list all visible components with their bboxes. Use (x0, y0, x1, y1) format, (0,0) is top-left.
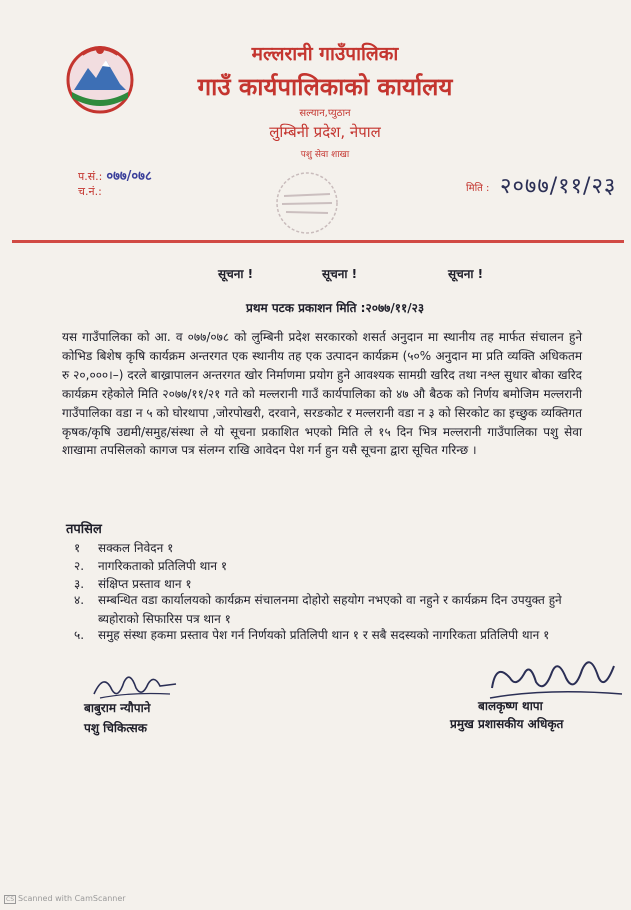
list-item-number: ५. (74, 628, 85, 642)
notice-heading: सूचना ! (322, 267, 358, 281)
letter-number (78, 166, 152, 184)
list-item-number: ३. (74, 577, 85, 591)
municipality-name: मल्लरानी गाउँपालिका (251, 43, 399, 65)
camscanner-icon: CS (6, 896, 14, 903)
list-item (74, 539, 584, 558)
list-item-text: संक्षिप्त प्रस्ताव थान १ (98, 577, 192, 591)
list-item (74, 626, 584, 645)
list-item-number: १ (74, 541, 81, 555)
signatory-left-name: बाबुराम न्यौपाने (84, 701, 151, 715)
office-title: गाउँ कार्यपालिकाको कार्यालय (197, 73, 453, 101)
list-item (74, 591, 584, 629)
faded-stamp-icon (262, 168, 352, 238)
signatory-right-title: प्रमुख प्रशासकीय अधिकृत (450, 717, 564, 731)
signatory-left-title: पशु चिकित्सक (84, 721, 147, 735)
district-line: सल्यान,प्युठान (299, 108, 351, 119)
header-divider (12, 240, 624, 243)
scanner-note: Scanned with CamScanner (18, 894, 126, 903)
signature-left-icon (90, 664, 180, 704)
list-item-text: समुह संस्था हकमा प्रस्ताव पेश गर्न निर्णयको प्रतिलिपी थान १ र सबै सदस्यको नागरिकता प्रतिलिपी थान १ (98, 628, 550, 642)
notice-body: यस गाउँपालिका को आ. व ०७७/०७८ को लुम्बिनी प्रदेश सरकारको शसर्त अनुदान मा स्थानीय तह मार्फत संचालन हुने कोभिड बिशेष कृषि कार्यक्रम अन्तरगत एक स्थानीय तह एक उत्पादन कार्यक्रम (५०% अनुदान मा प्रति व्यक्ति अधिकतम रु २०,०००।–) दरले बाख्रापालन अन्तरगत खोर निर्माणमा प्रयोग हुने आवश्यक सामग्री खरिद तथा नश्ल सुधार बोका खरिद कार्यक्रम रहेकोले मिति २०७७/११/२१ गते को मल्लरानी गाउँ कार्यपालिका को ४७ औ बैठक को निर्णय बमोजिम मल्लरानी गाउँपालिका वडा न ५ को घोरथापा ,जोरपोखरी, दरवाने, सरङकोट र मल्लरानी वडा न ३ को सिरकोट का इच्छुक व्यक्तिगत कृषक/कृषि उद्यमी/समुह/संस्था ले यो सूचना प्रकाशित भएको मिति ले १५ दिन भित्र मल्लरानी गाउँपालिका पशु सेवा शाखामा तपसिलको कागज पत्र संलग्न राखि आवेदन पेश गर्न हुन यसै सूचना द्वारा सूचित गरिन्छ । (62, 330, 582, 458)
first-publication-date: प्रथम पटक प्रकाशन मिति :२०७७/११/२३ (246, 301, 425, 315)
list-item-text: नागरिकताको प्रतिलिपी थान १ (98, 559, 228, 573)
dispatch-number-label: च.नं.: (78, 185, 102, 198)
signatory-right-name: बालकृष्ण थापा (478, 699, 543, 713)
list-item-text: सक्कल निवेदन १ (98, 541, 174, 555)
date-value: २०७७/११/२३ (500, 174, 617, 199)
section-line: पशु सेवा शाखा (300, 150, 350, 160)
scanner-watermark (4, 894, 126, 904)
list-item-number: २. (74, 559, 85, 573)
list-item (74, 557, 584, 576)
notice-heading: सूचना ! (218, 267, 254, 281)
list-item-number: ४. (74, 593, 85, 607)
list-item-text: सम्बन्धित वडा कार्यालयको कार्यक्रम संचालनमा दोहोरो सहयोग नभएको वा नहुने र कार्यक्रम दिन उपयुक्त हुने ब्यहोराको सिफारिस पत्र थान १ (98, 593, 562, 626)
letter-number-value: ०७७/०७८ (106, 169, 152, 184)
letter-number-label: प.सं.: (78, 170, 103, 183)
date-label: मिति : (466, 183, 490, 194)
notice-heading: सूचना ! (448, 267, 484, 281)
province-line: लुम्बिनी प्रदेश, नेपाल (269, 123, 381, 141)
municipality-emblem-icon (60, 38, 140, 118)
tapasil-heading: तपसिल (66, 522, 102, 537)
